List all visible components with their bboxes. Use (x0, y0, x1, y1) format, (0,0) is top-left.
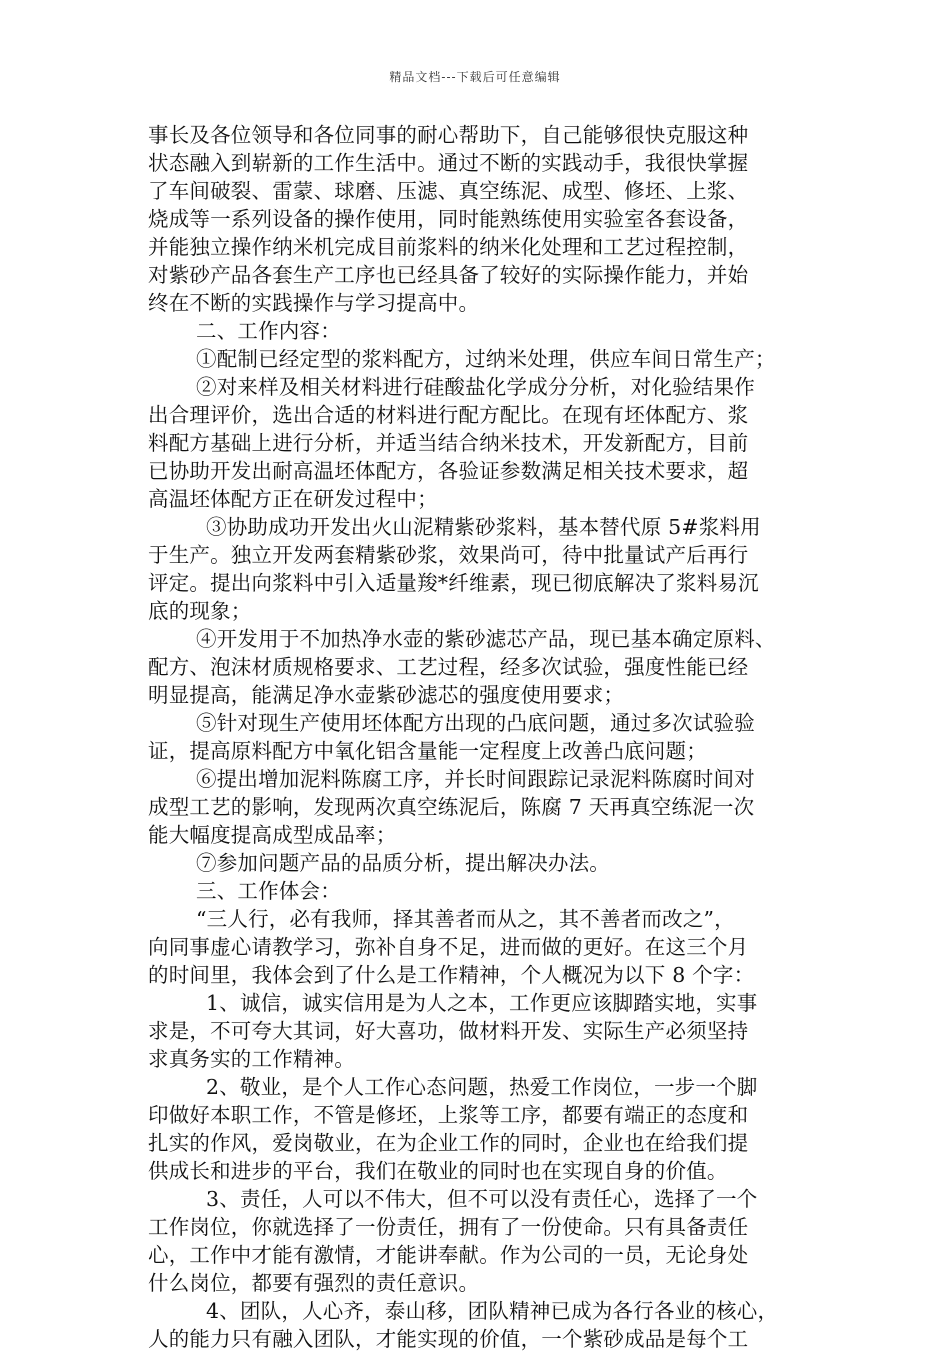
text-line: 供成长和进步的平台，我们在敬业的同时也在实现自身的价值。 (148, 1159, 728, 1183)
text-line: 人的能力只有融入团队，才能实现的价值，一个紫砂成品是每个工 (148, 1327, 749, 1351)
text-line: 什么岗位，都要有强烈的责任意识。 (148, 1271, 480, 1295)
text-line: 4、团队，人心齐，泰山移，团队精神已成为各行各业的核心， (206, 1299, 779, 1323)
text-line: 事长及各位领导和各位同事的耐心帮助下，自己能够很快克服这种 (148, 123, 749, 147)
text-line: ①配制已经定型的浆料配方，过纳米处理，供应车间日常生产； (196, 347, 776, 371)
text-line: 已协助开发出耐高温坯体配方，各验证参数满足相关技术要求，超 (148, 459, 749, 483)
text-line: 求是，不可夸大其词，好大喜功，做材料开发、实际生产必须坚持 (148, 1019, 749, 1043)
text-line: 证，提高原料配方中氧化铝含量能一定程度上改善凸底问题； (148, 739, 707, 763)
text-line: ④开发用于不加热净水壶的紫砂滤芯产品，现已基本确定原料、 (196, 627, 776, 651)
text-line: 明显提高，能满足净水壶紫砂滤芯的强度使用要求； (148, 683, 625, 707)
text-line: 成型工艺的影响，发现两次真空练泥后，陈腐 7 天再真空练泥一次 (148, 795, 755, 819)
text-line: 于生产。独立开发两套精紫砂浆，效果尚可，待中批量试产后再行 (148, 543, 749, 567)
text-line: ⑤针对现生产使用坯体配方出现的凸底问题，通过多次试验验 (196, 711, 755, 735)
text-line: ②对来样及相关材料进行硅酸盐化学成分分析，对化验结果作 (196, 375, 755, 399)
text-line: 1、诚信，诚实信用是为人之本，工作更应该脚踏实地，实事 (206, 991, 758, 1015)
text-line: 的时间里，我体会到了什么是工作精神，个人概况为以下 8 个字： (148, 963, 755, 987)
text-line: 配方、泡沫材质规格要求、工艺过程，经多次试验，强度性能已经 (148, 655, 749, 679)
text-line: 心，工作中才能有激情，才能讲奉献。作为公司的一员，无论身处 (148, 1243, 749, 1267)
text-line: 2、敬业，是个人工作心态问题，热爱工作岗位，一步一个脚 (206, 1075, 758, 1099)
document-body (148, 121, 808, 1353)
text-line: 印做好本职工作，不管是修坯，上浆等工序，都要有端正的态度和 (148, 1103, 749, 1127)
text-line: 料配方基础上进行分析，并适当结合纳米技术，开发新配方，目前 (148, 431, 749, 455)
text-line: 向同事虚心请教学习，弥补自身不足，进而做的更好。在这三个月 (148, 935, 749, 959)
text-line: 能大幅度提高成型成品率； (148, 823, 397, 847)
text-line: 3、责任，人可以不伟大，但不可以没有责任心，选择了一个 (206, 1187, 758, 1211)
text-line: 评定。提出向浆料中引入适量羧*纤维素，现已彻底解决了浆料易沉 (148, 571, 759, 595)
text-line: 三、工作体会： (196, 879, 341, 903)
text-line: ③协助成功开发出火山泥精紫砂浆料，基本替代原 5#浆料用 (206, 515, 761, 539)
text-line: “三人行，必有我师，择其善者而从之，其不善者而改之”， (196, 907, 735, 931)
text-line: 底的现象； (148, 599, 252, 623)
text-line: 高温坯体配方正在研发过程中； (148, 487, 438, 511)
text-line: 状态融入到崭新的工作生活中。通过不断的实践动手，我很快掌握 (148, 151, 749, 175)
text-line: 了车间破裂、雷蒙、球磨、压滤、真空练泥、成型、修坯、上浆、 (148, 179, 749, 203)
text-line: 烧成等一系列设备的操作使用，同时能熟练使用实验室各套设备， (148, 207, 749, 231)
text-line: 对紫砂产品各套生产工序也已经具备了较好的实际操作能力，并始 (148, 263, 749, 287)
text-line: ⑦参加问题产品的品质分析，提出解决办法。 (196, 851, 610, 875)
text-line: 求真务实的工作精神。 (148, 1047, 355, 1071)
page-header: 精品文档---下载后可任意编辑 (389, 70, 561, 84)
text-line: 工作岗位，你就选择了一份责任，拥有了一份使命。只有具备责任 (148, 1215, 749, 1239)
text-line: 终在不断的实践操作与学习提高中。 (148, 291, 480, 315)
text-line: 二、工作内容： (196, 319, 341, 343)
text-line: 扎实的作风，爱岗敬业，在为企业工作的同时，企业也在给我们提 (148, 1131, 749, 1155)
text-line: ⑥提出增加泥料陈腐工序，并长时间跟踪记录泥料陈腐时间对 (196, 767, 755, 791)
text-line: 并能独立操作纳米机完成目前浆料的纳米化处理和工艺过程控制， (148, 235, 749, 259)
text-line: 出合理评价，选出合适的材料进行配方配比。在现有坯体配方、浆 (148, 403, 749, 427)
